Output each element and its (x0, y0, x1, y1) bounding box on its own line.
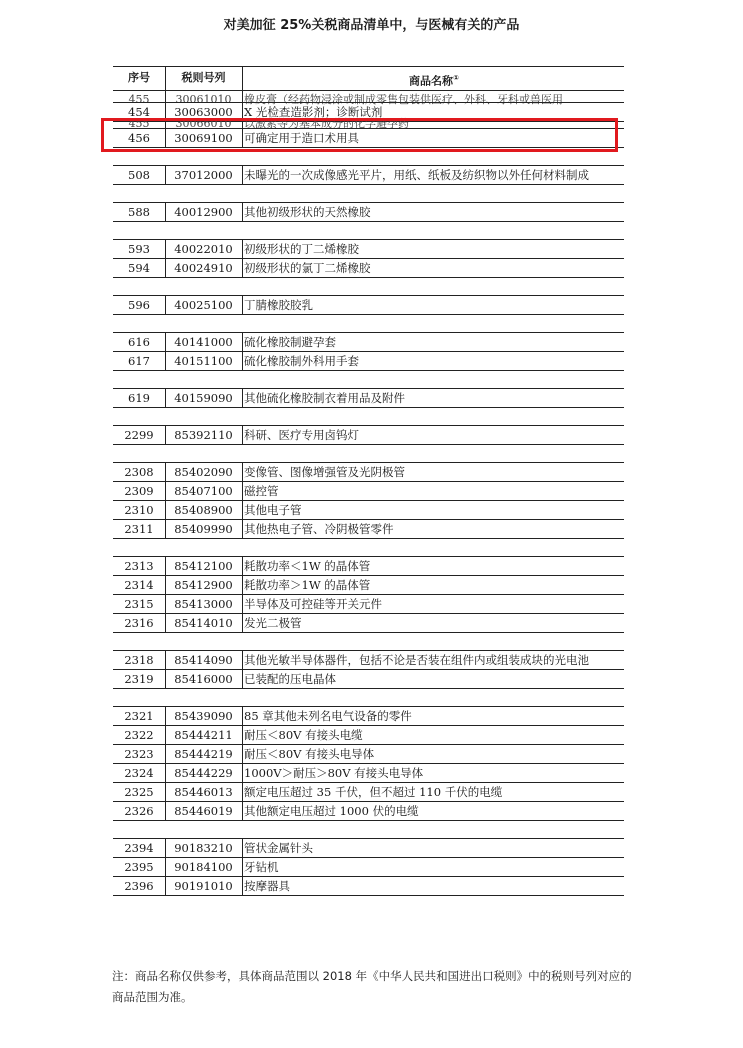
product-name: 变像管、图像增强管及光阴极管 (244, 465, 405, 479)
row-number: 2322 (124, 728, 154, 742)
clipped-cell: 以激素等为基本成分的化学避孕药 (244, 117, 409, 130)
row-number: 2319 (124, 672, 154, 686)
tariff-code: 40012900 (174, 205, 233, 219)
table-rule (113, 801, 624, 802)
column-rule (165, 202, 166, 221)
column-rule (242, 239, 243, 277)
table-rule (113, 165, 624, 166)
product-name: 额定电压超过 35 千伏，但不超过 110 千伏的电缆 (244, 785, 503, 799)
product-name: 硫化橡胶制外科用手套 (244, 354, 359, 368)
product-name: 其他热电子管、冷阴极管零件 (244, 522, 394, 536)
column-rule (165, 425, 166, 444)
table-rule (113, 295, 624, 296)
column-rule (242, 165, 243, 184)
row-number: 594 (128, 261, 150, 275)
row-number: 2394 (124, 841, 154, 855)
table-rule (113, 462, 624, 463)
tariff-code: 85402090 (174, 465, 233, 479)
table-rule (113, 857, 624, 858)
tariff-code: 30069100 (174, 131, 233, 145)
table-rule (113, 763, 624, 764)
row-number: 593 (128, 242, 150, 256)
tariff-code: 40159090 (174, 391, 233, 405)
table-rule (113, 688, 624, 689)
table-rule (113, 184, 624, 185)
tariff-code: 85408900 (174, 503, 233, 517)
tariff-code: 85407100 (174, 484, 233, 498)
product-name: 1000V＞耐压＞80V 有接头电导体 (244, 766, 424, 780)
row-number: 2309 (124, 484, 154, 498)
page-title: 对美加征 25%关税商品清单中，与医械有关的产品 (223, 18, 520, 33)
tariff-code: 85409990 (174, 522, 233, 536)
column-rule (165, 838, 166, 895)
table-rule (113, 425, 624, 426)
product-name: X 光检查造影剂；诊断试剂 (244, 105, 383, 119)
column-rule (165, 295, 166, 314)
tariff-code: 85412900 (174, 578, 233, 592)
row-number: 2323 (124, 747, 154, 761)
tariff-code: 85414090 (174, 653, 233, 667)
product-name: 未曝光的一次成像感光平片，用纸、纸板及纺织物以外任何材料制成 (244, 168, 589, 182)
row-number: 2321 (124, 709, 154, 723)
table-rule (113, 332, 624, 333)
table-rule (113, 66, 624, 67)
table-rule (113, 519, 624, 520)
column-rule (165, 66, 166, 102)
tariff-code: 30063000 (174, 105, 233, 119)
row-number: 2314 (124, 578, 154, 592)
tariff-code: 85444211 (174, 728, 233, 742)
column-rule (242, 706, 243, 820)
column-rule (242, 332, 243, 370)
column-header: 商品名称① (409, 74, 459, 88)
column-rule (242, 462, 243, 538)
product-name: 硫化橡胶制避孕套 (244, 335, 336, 349)
tariff-code: 85444229 (174, 766, 233, 780)
table-rule (113, 314, 624, 315)
product-name: 管状金属针头 (244, 841, 313, 855)
table-rule (113, 351, 624, 352)
column-rule (242, 838, 243, 895)
tariff-code: 40151100 (174, 354, 233, 368)
table-rule (113, 725, 624, 726)
product-name: 耐压＜80V 有接头电导体 (244, 747, 375, 761)
product-name: 耗散功率＞1W 的晶体管 (244, 578, 371, 592)
product-name: 其他光敏半导体器件，包括不论是否装在组件内或组装成块的光电池 (244, 653, 589, 667)
product-name: 初级形状的丁二烯橡胶 (244, 242, 359, 256)
table-rule (113, 102, 624, 103)
tariff-code: 85413000 (174, 597, 233, 611)
row-number: 454 (128, 105, 150, 119)
table-rule (113, 388, 624, 389)
product-name: 牙钻机 (244, 860, 279, 874)
table-rule (113, 594, 624, 595)
tariff-code: 85412100 (174, 559, 233, 573)
table-rule (113, 407, 624, 408)
table-rule (113, 500, 624, 501)
table-rule (113, 820, 624, 821)
column-rule (242, 295, 243, 314)
table-rule (113, 556, 624, 557)
table-rule (113, 876, 624, 877)
tariff-code: 90191010 (174, 879, 233, 893)
tariff-code: 40025100 (174, 298, 233, 312)
row-number: 588 (128, 205, 150, 219)
row-number: 616 (128, 335, 150, 349)
table-rule (113, 650, 624, 651)
product-name: 磁控管 (244, 484, 279, 498)
tariff-code: 85414010 (174, 616, 233, 630)
clipped-cell: 30061010 (175, 93, 232, 106)
column-rule (165, 706, 166, 820)
row-number: 2326 (124, 804, 154, 818)
product-name: 耐压＜80V 有接头电缆 (244, 728, 363, 742)
row-number: 2325 (124, 785, 154, 799)
table-rule (113, 90, 624, 91)
row-number: 508 (128, 168, 150, 182)
row-number: 2299 (124, 428, 154, 442)
tariff-code: 85416000 (174, 672, 233, 686)
highlight-box (101, 118, 618, 152)
table-rule (113, 838, 624, 839)
header-footnote-mark: ① (453, 74, 459, 82)
table-rule (113, 669, 624, 670)
column-header: 序号 (128, 71, 150, 84)
product-name: 85 章其他未列名电气设备的零件 (244, 709, 412, 723)
footnote: 注：商品名称仅供参考，具体商品范围以 2018 年《中华人民共和国进出口税则》中的税则号列对应的商品范围为准。 (112, 969, 632, 1004)
tariff-code: 90184100 (174, 860, 233, 874)
tariff-code: 85446013 (174, 785, 233, 799)
clipped-cell: 30066010 (175, 117, 232, 130)
product-name: 可确定用于造口术用具 (244, 131, 359, 145)
row-number: 2308 (124, 465, 154, 479)
product-name: 初级形状的氯丁二烯橡胶 (244, 261, 371, 275)
table-rule (113, 613, 624, 614)
column-rule (165, 556, 166, 632)
product-name: 其他电子管 (244, 503, 302, 517)
column-rule (242, 556, 243, 632)
table-rule (113, 632, 624, 633)
row-number: 2315 (124, 597, 154, 611)
row-number: 2318 (124, 653, 154, 667)
table-rule (113, 895, 624, 896)
column-rule (165, 332, 166, 370)
table-rule (113, 575, 624, 576)
column-rule (165, 165, 166, 184)
column-rule (165, 650, 166, 688)
table-rule (113, 202, 624, 203)
row-number: 619 (128, 391, 150, 405)
table-rule (113, 538, 624, 539)
product-name: 已装配的压电晶体 (244, 672, 336, 686)
product-name: 耗散功率＜1W 的晶体管 (244, 559, 371, 573)
tariff-code: 85446019 (174, 804, 233, 818)
tariff-code: 85392110 (174, 428, 233, 442)
table-rule (113, 221, 624, 222)
row-number: 2310 (124, 503, 154, 517)
table-rule (113, 258, 624, 259)
tariff-code: 85439090 (174, 709, 233, 723)
column-rule (242, 66, 243, 102)
column-rule (165, 239, 166, 277)
row-number: 2313 (124, 559, 154, 573)
row-number: 2396 (124, 879, 154, 893)
row-number: 2324 (124, 766, 154, 780)
tariff-code: 85444219 (174, 747, 233, 761)
table-rule (113, 481, 624, 482)
tariff-code: 90183210 (174, 841, 233, 855)
row-number: 2395 (124, 860, 154, 874)
table-rule (113, 782, 624, 783)
table-rule (113, 744, 624, 745)
product-name: 按摩器具 (244, 879, 290, 893)
column-rule (165, 462, 166, 538)
product-name: 其他初级形状的天然橡胶 (244, 205, 371, 219)
table-rule (113, 444, 624, 445)
row-number: 617 (128, 354, 150, 368)
table-rule (113, 370, 624, 371)
product-name: 其他额定电压超过 1000 伏的电缆 (244, 804, 419, 818)
row-number: 2311 (124, 522, 154, 536)
row-number: 456 (128, 131, 150, 145)
tariff-code: 37012000 (174, 168, 233, 182)
row-number: 596 (128, 298, 150, 312)
product-name: 科研、医疗专用卤钨灯 (244, 428, 359, 442)
table-rule (113, 277, 624, 278)
tariff-code: 40022010 (174, 242, 233, 256)
product-name: 其他硫化橡胶制衣着用品及附件 (244, 391, 405, 405)
column-rule (242, 202, 243, 221)
product-name: 半导体及可控硅等开关元件 (244, 597, 382, 611)
row-number: 2316 (124, 616, 154, 630)
tariff-code: 40141000 (174, 335, 233, 349)
column-rule (242, 425, 243, 444)
column-rule (242, 650, 243, 688)
product-name: 发光二极管 (244, 616, 302, 630)
clipped-cell: 455 (128, 93, 150, 106)
tariff-code: 40024910 (174, 261, 233, 275)
column-rule (242, 388, 243, 407)
clipped-cell: 橡皮膏（经药物浸涂或制成零售包装供医疗、外科、牙科或兽医用 (244, 93, 563, 106)
product-name: 丁腈橡胶胶乳 (244, 298, 313, 312)
column-rule (165, 388, 166, 407)
column-header: 税则号列 (181, 71, 226, 84)
table-rule (113, 239, 624, 240)
clipped-cell: 455 (128, 117, 150, 130)
table-rule (113, 706, 624, 707)
